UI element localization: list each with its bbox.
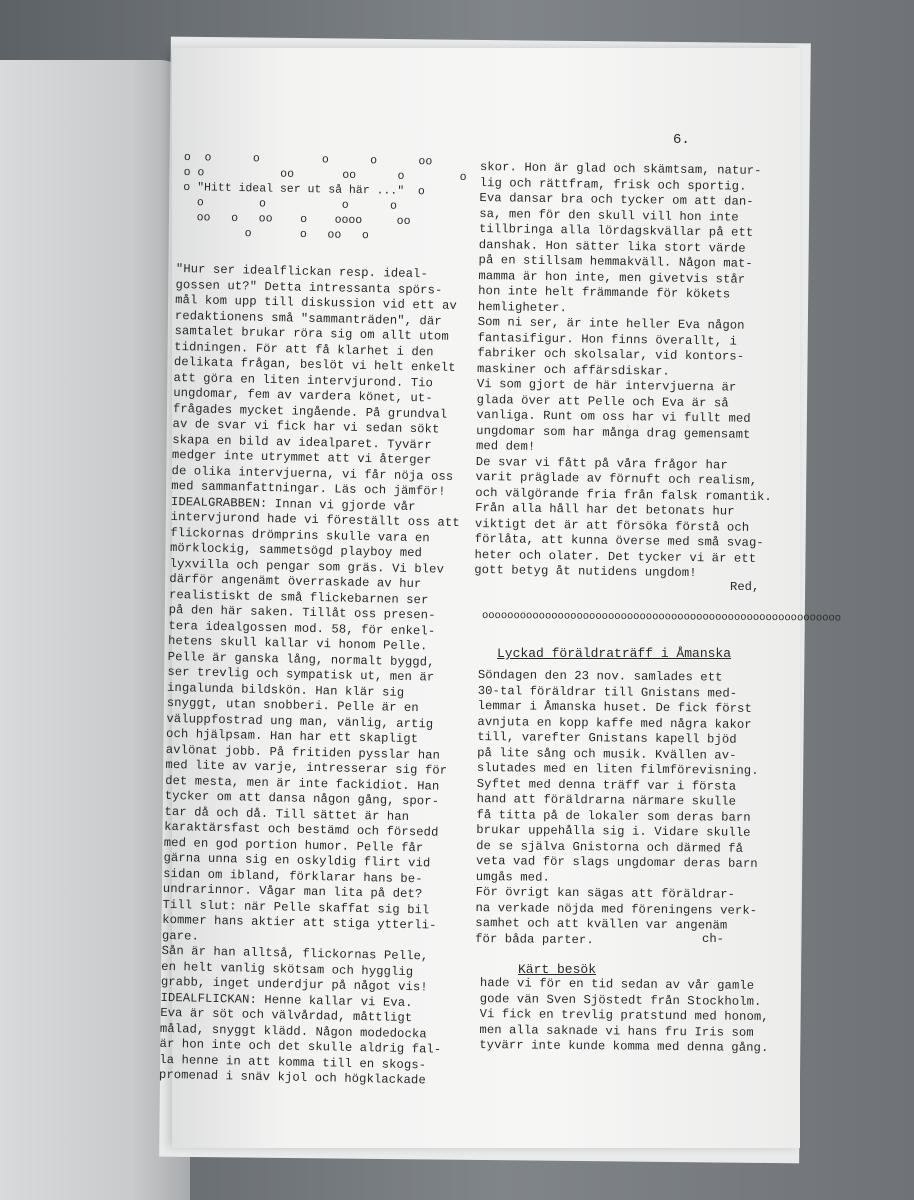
text-line: Eva dansar bra och tycker om att dan- <box>479 190 754 209</box>
text-line: målad, snyggt klädd. Någon modedocka <box>159 1021 427 1041</box>
ornament-row: o o oo o <box>182 225 369 243</box>
text-line: Sån är han alltså, flickornas Pelle, <box>161 943 429 964</box>
text-line: medger inte utrymmet att vi återger <box>171 447 432 468</box>
text-line: en helt vanlig skötsam och hygglig <box>161 959 414 979</box>
text-line: Eva är söt och välvårdad, måttligt <box>160 1005 413 1026</box>
text-line: umgås med. <box>475 869 551 885</box>
text-line: frågades mycket ingående. På grundval <box>172 401 448 422</box>
text-line: med sammanfattningar. Läs och jämför! <box>171 478 446 499</box>
text-line: Vi fick en trevlig pratstund med honom, <box>479 1006 769 1025</box>
text-line: 30-tal föräldrar till Gnistans med- <box>477 683 738 701</box>
text-line: hetens skull kallar vi honom Pelle. <box>167 633 428 654</box>
text-line: väluppfostrad ung man, vänlig, artig <box>166 711 434 731</box>
text-line: avlönat jobb. På fritiden pysslar han <box>165 742 441 763</box>
text-line: brukar uppehålla sig i. Vidare skulle <box>476 822 751 840</box>
text-line: att göra en liten intervjurond. Tio <box>173 370 434 390</box>
text-line: till, varefter Gnistans kapell bjöd <box>477 729 737 747</box>
text-line: sa, men för den skull vill hon inte <box>479 206 739 225</box>
text-line: fantasifigur. Hon finns överallt, i <box>477 330 738 349</box>
text-line: slutades med en liten filmförevisning. <box>476 760 759 778</box>
text-line: gode vän Sven Sjöstedt från Stockholm. <box>479 991 762 1009</box>
text-line: veta vad för slags ungdomar deras barn <box>475 853 758 871</box>
text-line: kommer hans aktier att stiga ytterli- <box>162 912 437 933</box>
ornament-row: oo o oo o oooo oo <box>182 210 411 228</box>
ornament-row: o o o o <box>182 195 398 213</box>
text-line: mamma är hon inte, men givetvis står <box>478 268 746 287</box>
text-line: hemligheter. <box>477 299 568 315</box>
text-line: danshak. Hon sätter lika stort värde <box>478 237 746 256</box>
text-line: undrarinnor. Vågar man lita på det? <box>162 881 423 902</box>
text-line: lemmar i Åmanska huset. De fick först <box>477 698 752 716</box>
text-line: ungdomar som har många drag gemensamt <box>476 423 751 442</box>
text-line: ingalunda bildskön. Han klär sig <box>166 680 405 700</box>
page-number: 6. <box>673 132 690 148</box>
right-column-text <box>474 160 770 583</box>
text-line: hand att föräldrarna närmare skulle <box>476 791 737 809</box>
text-line: med en god portion humor. Pelle får <box>163 835 424 855</box>
text-line: glada över att Pelle och Eva är så <box>476 392 729 410</box>
text-line: varit präglade av förnuft och realism, <box>475 469 758 488</box>
text-line: gärna unna sig en oskyldig flirt vid <box>163 850 431 871</box>
text-line: redaktionens små "sammanträden", där <box>174 308 442 329</box>
text-line: IDEALGRABBEN: Innan vi gjorde vår <box>170 494 416 514</box>
text-line: maskiner och affärsdiskar. <box>476 361 670 379</box>
text-line: promenad i snäv kjol och högklackade <box>158 1067 426 1088</box>
text-line: för båda parter. <box>475 931 594 947</box>
left-column-text <box>159 262 466 1089</box>
text-line: på en stillsam hemmakväll. Någon mat- <box>478 252 753 271</box>
signature-red: Red, <box>730 580 760 594</box>
text-line: tillbringa alla lördagskvällar på ett <box>478 221 754 240</box>
text-line: mörklockig, sammetsögd playboy med <box>169 540 423 561</box>
text-line: Syftet med denna träff var i första <box>476 776 737 794</box>
text-line: hade vi för en tid sedan av vår gamle <box>479 976 755 993</box>
text-line: gott betyg åt nutidens ungdom! <box>474 562 697 581</box>
article-kart-besok-text <box>479 976 770 1057</box>
text-line: vanliga. Runt om oss har vi fullt med <box>476 407 751 426</box>
text-line: Söndagen den 23 nov. samlades ett <box>477 668 723 685</box>
text-line: på lite sång och musik. Kvällen av- <box>477 745 737 763</box>
text-line: gossen ut?" Detta intressanta spörs- <box>175 277 443 298</box>
text-line: sidan om ibland, förklarar hans be- <box>163 866 423 886</box>
text-line: intervjurond hade vi föreställt oss att <box>170 509 460 530</box>
text-line: heter och olater. Det tycker vi är ett <box>474 547 757 566</box>
article-heading-foraldratraff: Lyckad föräldraträff i Åmanska <box>497 646 732 661</box>
text-line: samtalet brukar röra sig om allt utom <box>174 323 449 344</box>
text-line: av de svar vi fick har vi sedan sökt <box>172 416 440 437</box>
text-line: Vi som gjort de här intervjuerna är <box>476 376 737 395</box>
text-line: Från alla håll har det betonats hur <box>475 500 735 519</box>
text-line: de se själva Gnistorna och därmed få <box>476 838 744 856</box>
text-line: karaktärsfast och bestämd och försedd <box>164 819 439 840</box>
text-line: ungdomar, fem av vardera könet, ut- <box>173 385 433 406</box>
text-line: tidningen. För att få klarhet i den <box>174 339 434 359</box>
text-line: avnjuta en kopp kaffe med några kakor <box>477 714 752 732</box>
text-line: mål kom upp till diskussion vid ett av <box>175 292 458 313</box>
text-line: lig och rättfram, frisk och sportig. <box>479 175 747 194</box>
text-line: skor. Hon är glad och skämtsam, natur- <box>479 160 762 178</box>
text-line: hon inte helt främmande för kökets <box>478 283 731 302</box>
text-line: snyggt, utan snobberi. Pelle är en <box>166 695 419 716</box>
text-line: och hjälpsam. Han har ett skapligt <box>165 726 419 747</box>
text-line: är hon inte och det skulle aldrig fal- <box>159 1036 442 1057</box>
text-line: ser trevlig och sympatisk ut, men är <box>167 664 435 685</box>
text-line: Pelle är ganska lång, normalt byggd, <box>167 649 435 670</box>
text-line: samhet och att kvällen var angenäm <box>475 915 728 933</box>
text-line: flickornas drömprins skulle vara en <box>170 525 430 545</box>
text-line: na verkade nöjda med föreningens verk- <box>475 900 758 918</box>
ornament-title: o "Hitt ideal ser ut så här ..." o <box>183 180 425 199</box>
text-line: med dem! <box>475 438 536 454</box>
signature-ch: ch- <box>702 932 724 946</box>
text-line: gare. <box>161 928 200 944</box>
text-line: lyxvilla och pengar som gräs. Vi blev <box>169 556 445 577</box>
text-line: För övrigt kan sägas att föräldrar- <box>475 884 736 902</box>
text-line: Till slut: när Pelle skaffat sig bil <box>162 897 430 917</box>
text-line: på den här saken. Tillåt oss presen- <box>168 602 436 623</box>
text-line: med lite av varje, intresserar sig för <box>165 757 448 778</box>
text-line: la henne in att komma till en skogs- <box>159 1052 427 1072</box>
text-line: därför angenämt överraskade av hur <box>169 571 422 592</box>
text-line: det mesta, men är inte fackidiot. Han <box>164 773 440 794</box>
text-line: tera idealgossen mod. 58, för enkel- <box>168 618 436 639</box>
text-line: förlåta, att kunna överse med små svag- <box>474 531 764 550</box>
text-line: De svar vi fått på våra frågor har <box>475 454 728 472</box>
text-line: "Hur ser idealflickan resp. ideal- <box>175 262 429 282</box>
text-line: fabriker och skolsalar, vid kontors- <box>477 345 745 364</box>
article-heading-kart-besok: Kärt besök <box>518 962 597 977</box>
ornament-row: o o oo oo o o <box>183 165 467 184</box>
text-line: grabb, inget underdjur på något vis! <box>160 974 428 995</box>
text-line: tycker om att dansa någon gång, spor- <box>164 788 440 809</box>
text-line: Som ni ser, är inte heller Eva någon <box>477 314 745 333</box>
text-line: realistiskt de små flickebarnen ser <box>168 587 429 607</box>
article-foraldratraff-text <box>475 668 768 950</box>
text-line: men alla saknade vi hans fru Iris som <box>479 1022 754 1040</box>
text-line: IDEALFLICKAN: Henne kallar vi Eva. <box>160 990 413 1010</box>
text-line: och välgörande fria från falsk romantik. <box>475 485 772 504</box>
text-line: delikata frågan, beslöt vi helt enkelt <box>173 354 456 375</box>
text-line: tyvärr inte kunde komma med denna gång. <box>479 1037 769 1056</box>
text-line: tar då och då. Till sättet är han <box>164 804 410 824</box>
text-line: viktigt det är att försöka förstå och <box>474 516 750 535</box>
text-line: de olika intervjuerna, vi får nöja oss <box>171 463 454 484</box>
divider-line: ooooooooooooooooooooooooooooooooooooooooooooooooooooooooo <box>481 610 842 625</box>
text-line: få titta på de lokaler som deras barn <box>476 807 751 825</box>
text-line: skapa en bild av idealparet. Tyvärr <box>172 432 432 452</box>
intro-ornament <box>182 150 467 245</box>
ornament-row: o o o o o oo <box>183 150 433 169</box>
